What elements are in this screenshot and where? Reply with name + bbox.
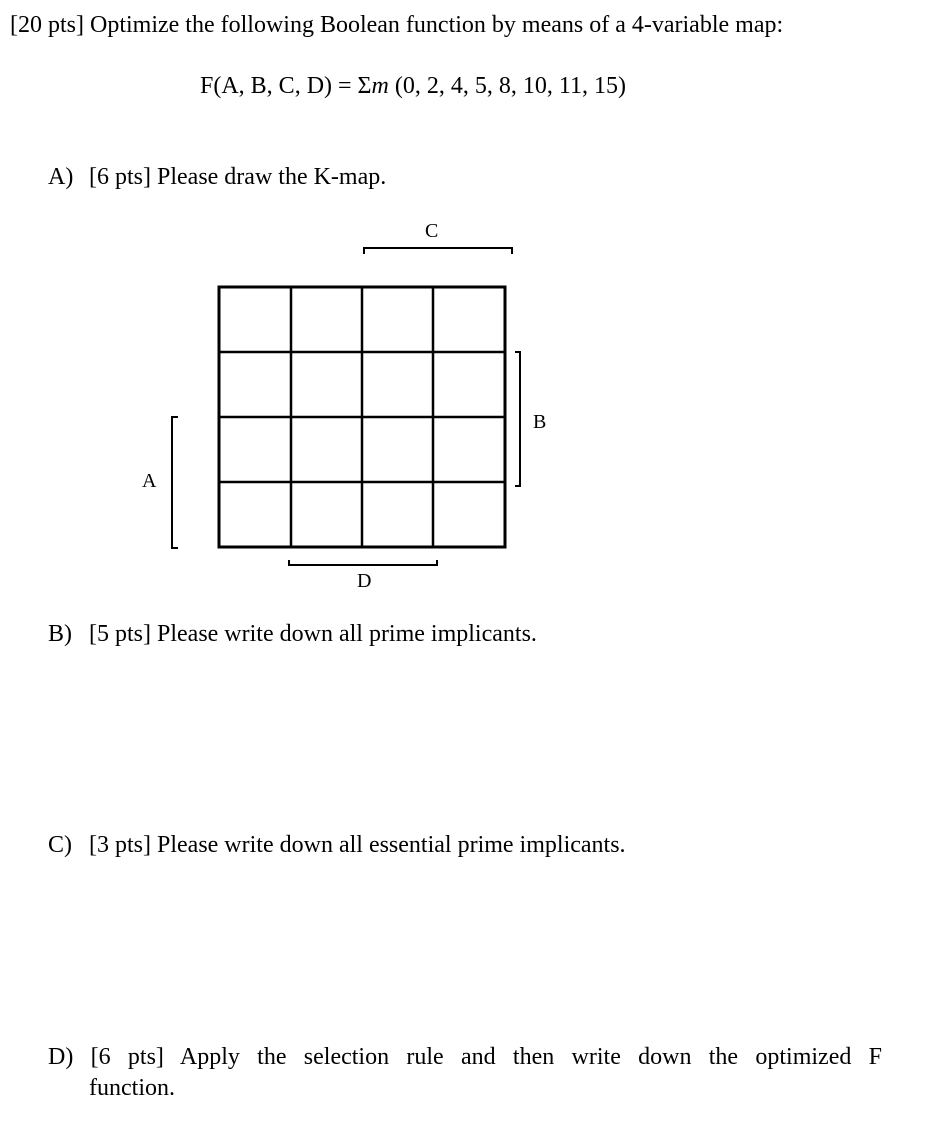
formula-rhs: (0, 2, 4, 5, 8, 10, 11, 15) (388, 73, 626, 99)
question-d-text-line2: function. (89, 1075, 175, 1101)
question-b-text: [5 pts] Please write down all prime implicants. (89, 621, 537, 647)
question-a-number: A) (48, 164, 74, 190)
question-b-number: B) (48, 621, 72, 647)
kmap-bracket-c (364, 248, 512, 254)
kmap-bracket-d (289, 560, 437, 565)
formula-minterm-symbol: m (371, 73, 389, 99)
question-b (48, 620, 537, 648)
kmap-label-d: D (357, 570, 372, 592)
question-d-text-line1: [6 pts] Apply the selection rule and then write down the optimized F (90, 1044, 882, 1070)
kmap-label-a: A (142, 470, 157, 492)
question-c (48, 831, 626, 859)
kmap-bracket-a (172, 417, 178, 548)
kmap-label-c: C (425, 220, 439, 242)
question-c-text: [3 pts] Please write down all essential prime implicants. (89, 832, 626, 858)
question-c-number: C) (48, 832, 72, 858)
question-d (48, 1043, 882, 1071)
problem-header: [20 pts] Optimize the following Boolean function by means of a 4-variable map: (10, 12, 784, 38)
question-a-text: [6 pts] Please draw the K-map. (89, 164, 387, 190)
kmap-label-b: B (533, 411, 547, 433)
question-d-number: D) (48, 1044, 74, 1070)
kmap-bracket-b (515, 352, 520, 486)
formula-lhs: F(A, B, C, D) = Σ (200, 73, 372, 99)
